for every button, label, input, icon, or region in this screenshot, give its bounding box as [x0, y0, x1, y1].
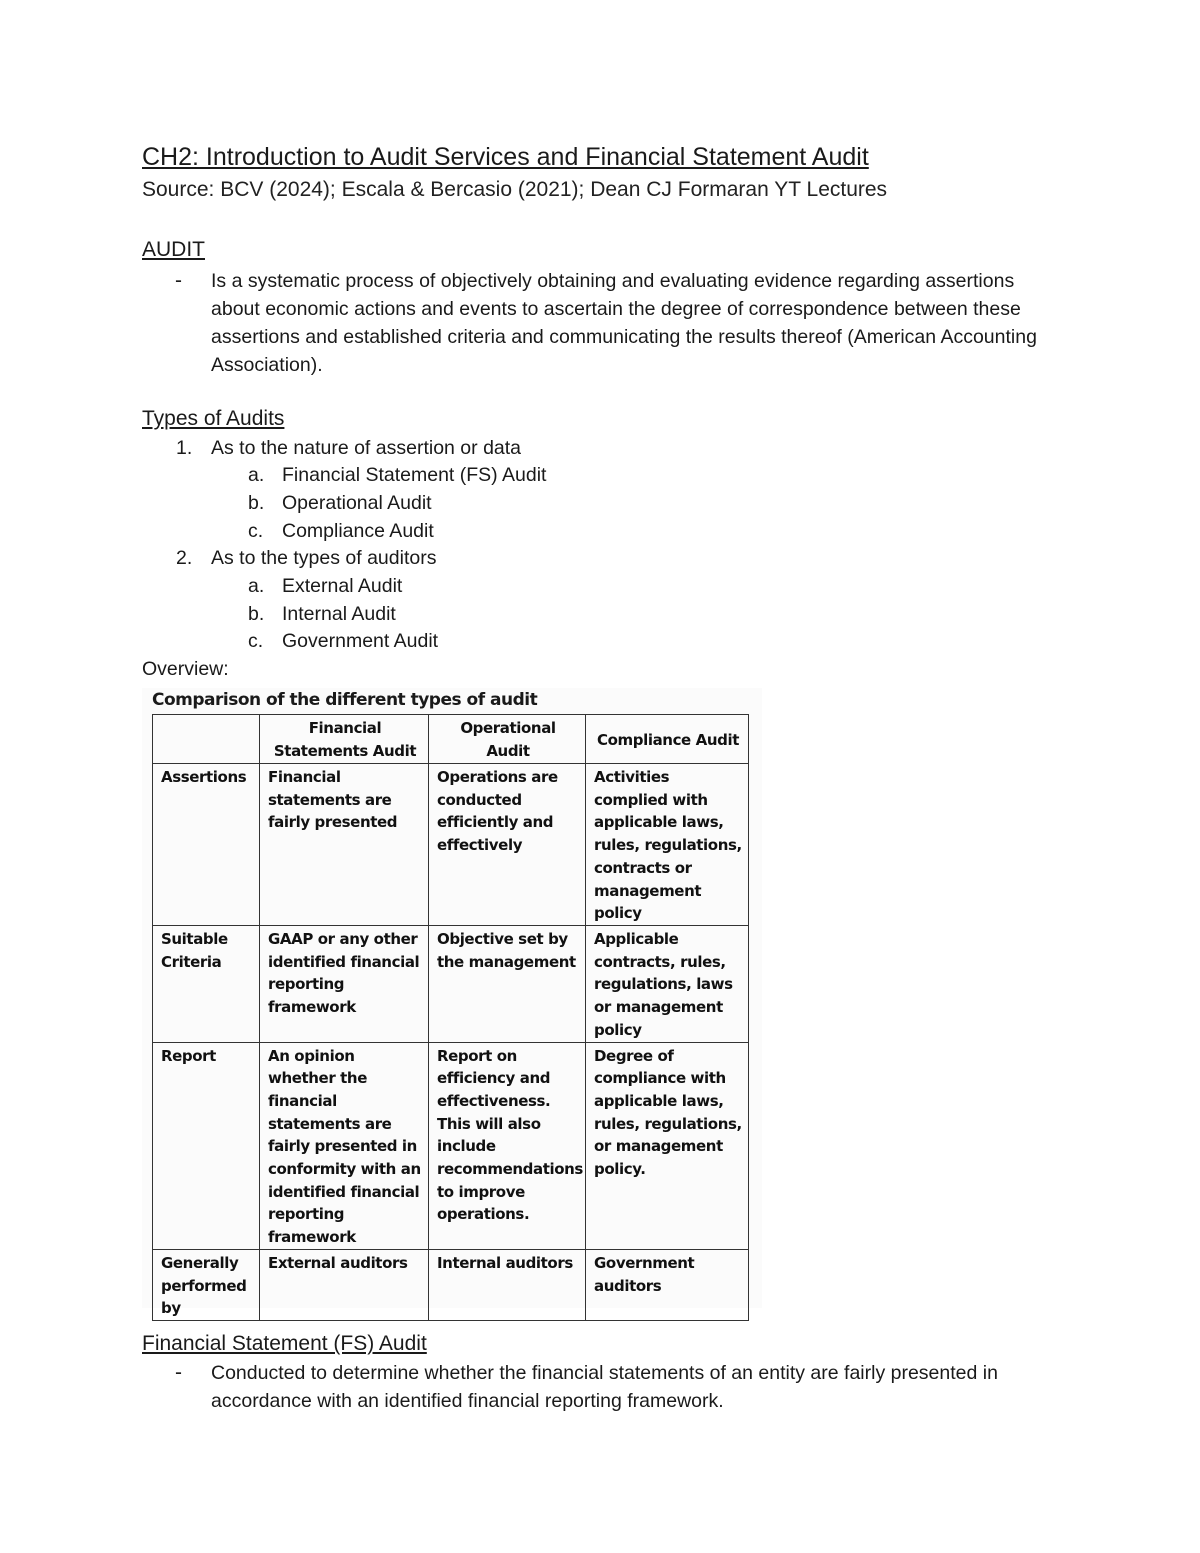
table-cell: Report on efficiency and effectiveness. This will also include recommendations to improve operations. [429, 1042, 586, 1249]
document-title: CH2: Introduction to Audit Services and Financial Statement Audit [142, 143, 869, 171]
table-cell: Objective set by the management [429, 926, 586, 1043]
item-letter: a. [248, 575, 265, 597]
table-cell: Operations are conducted efficiently and effectively [429, 764, 586, 926]
table-row [153, 1042, 749, 1249]
table-caption: Comparison of the different types of audit [152, 690, 538, 710]
comparison-table [152, 714, 749, 1321]
table-row [153, 1249, 749, 1320]
column-header: Financial Statements Audit [260, 715, 429, 764]
fs-audit-definition: Conducted to determine whether the financial statements of an entity are fairly presented in accordance with an identified financial reporting framework. [211, 1362, 998, 1412]
column-header: Operational Audit [429, 715, 586, 764]
types-heading: Types of Audits [142, 407, 285, 430]
row-header: Generally performed by [153, 1249, 260, 1320]
type-item: Internal Audit [282, 603, 396, 625]
fs-audit-heading: Financial Statement (FS) Audit [142, 1332, 427, 1355]
table-cell: External auditors [260, 1249, 429, 1320]
audit-heading: AUDIT [142, 238, 205, 261]
item-letter: c. [248, 630, 264, 652]
table-cell: Financial statements are fairly presented [260, 764, 429, 926]
table-cell: An opinion whether the financial statements are fairly presented in conformity with an identified financial reporting framework [260, 1042, 429, 1249]
audit-definition: Is a systematic process of objectively obtaining and evaluating evidence regarding assertions about economic actions and events to ascertain the degree of correspondence between these assertions and established criteria and communicating the results thereof (American Accounting Association). [211, 270, 1037, 376]
group-label: As to the nature of assertion or data [211, 437, 522, 459]
table-cell: Degree of compliance with applicable laws, rules, regulations, or management policy. [586, 1042, 749, 1249]
source-citation: Source: BCV (2024); Escala & Bercasio (2021); Dean CJ Formaran YT Lectures [142, 178, 888, 201]
group-label: As to the types of auditors [211, 547, 437, 569]
type-item: Government Audit [282, 630, 439, 652]
table-cell: Government auditors [586, 1249, 749, 1320]
table-row [153, 926, 749, 1043]
table-cell: Activities complied with applicable laws, rules, regulations, contracts or management policy [586, 764, 749, 926]
item-letter: b. [248, 603, 265, 625]
column-header [153, 715, 260, 764]
table-cell: Applicable contracts, rules, regulations, laws or management policy [586, 926, 749, 1043]
item-letter: a. [248, 464, 265, 486]
type-item: Operational Audit [282, 492, 432, 514]
group-number: 2. [176, 547, 193, 569]
fs-audit-bullet: - [175, 1361, 182, 1384]
type-item: External Audit [282, 575, 403, 597]
table-cell: Internal auditors [429, 1249, 586, 1320]
table-cell: GAAP or any other identified financial reporting framework [260, 926, 429, 1043]
item-letter: c. [248, 520, 264, 542]
type-item: Financial Statement (FS) Audit [282, 464, 547, 486]
row-header: Report [153, 1042, 260, 1249]
table-row [153, 764, 749, 926]
item-letter: b. [248, 492, 265, 514]
overview-label: Overview: [142, 658, 229, 680]
type-item: Compliance Audit [282, 520, 434, 542]
group-number: 1. [176, 437, 193, 459]
row-header: Assertions [153, 764, 260, 926]
column-header: Compliance Audit [586, 715, 749, 764]
table-header-row [153, 715, 749, 764]
audit-bullet: - [175, 269, 182, 292]
row-header: Suitable Criteria [153, 926, 260, 1043]
